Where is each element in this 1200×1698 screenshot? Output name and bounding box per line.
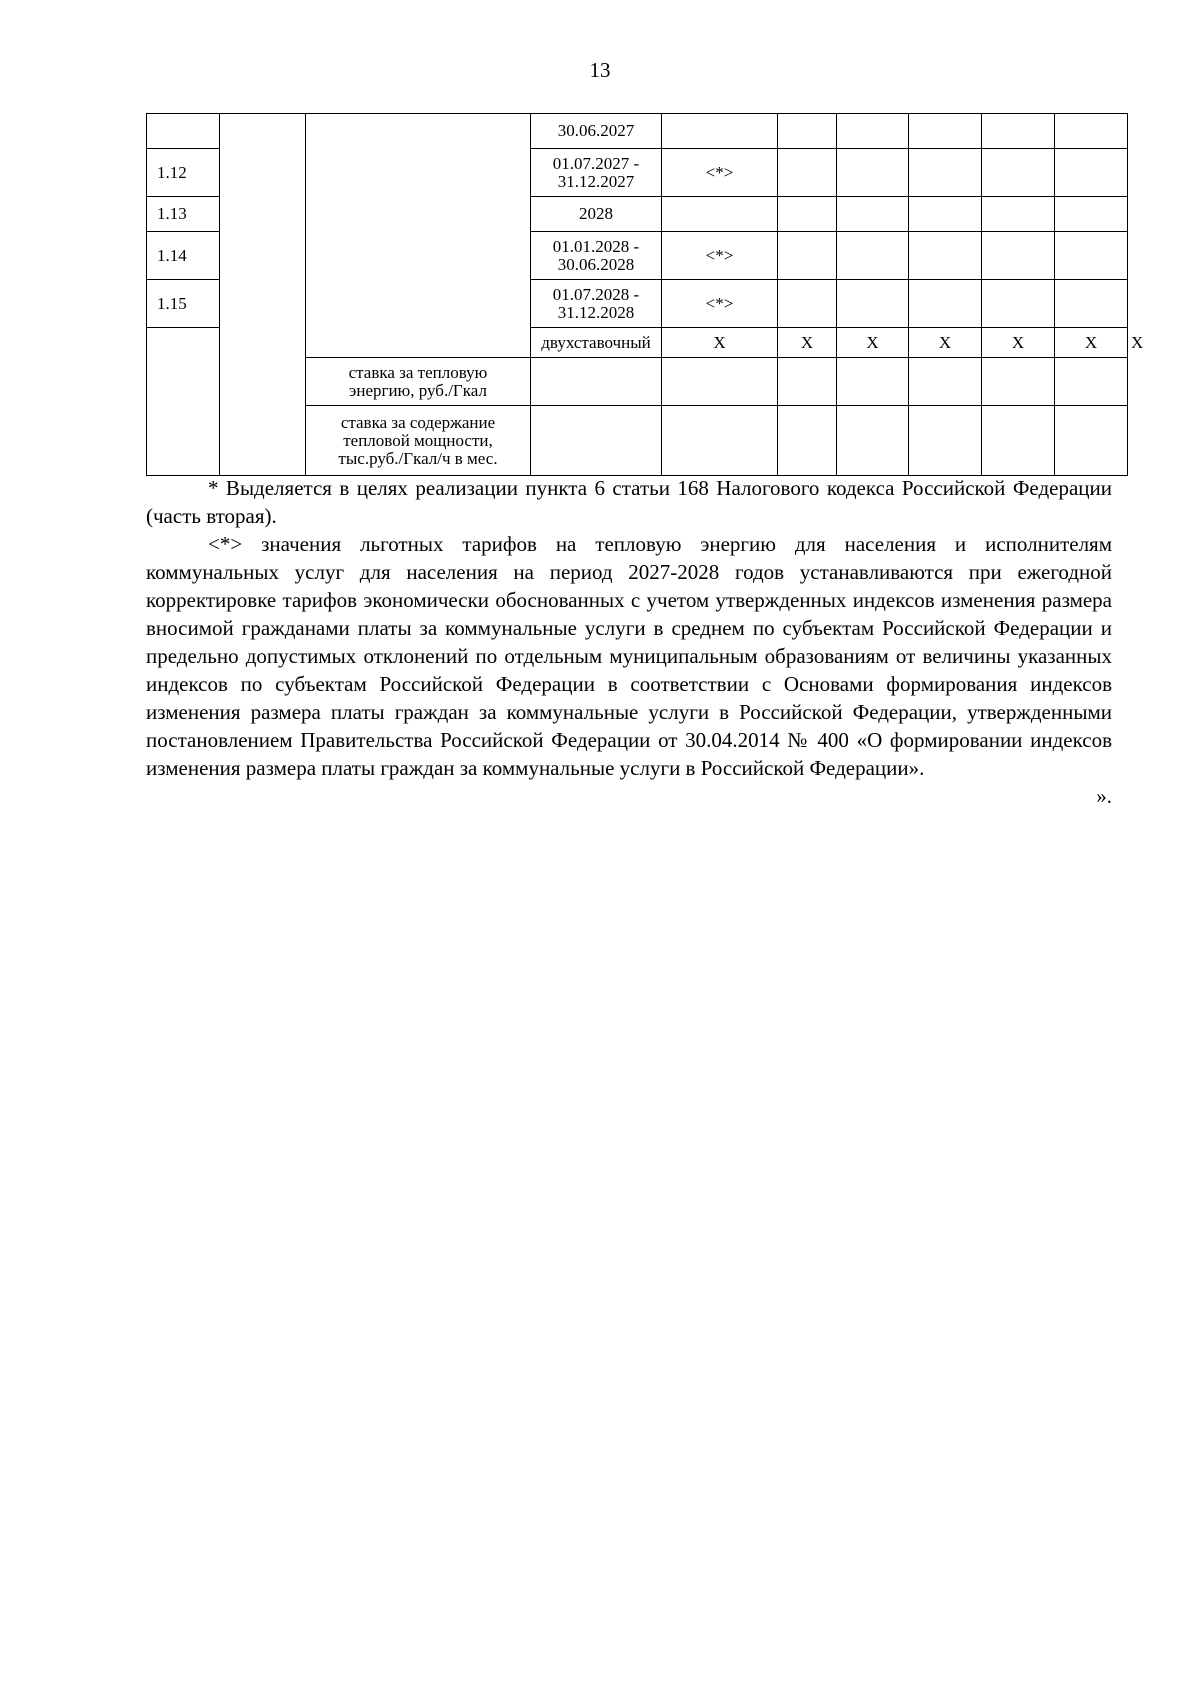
table-row: двухставочный Х Х Х Х Х Х Х <box>147 328 1128 358</box>
x-mark: Х <box>1055 328 1128 358</box>
value-cell: <*> <box>662 232 778 280</box>
row-number <box>147 114 220 149</box>
footnote-angle: <*> значения льготных тарифов на тепловую энергию для населения и исполнителям коммунальных услуг для населения на период 2027-2028 годов устанавливаются при ежегодной корректировке тарифов экономически обоснованных с учетом утвержденных индексов изменения размера вносимой гражданами платы за коммунальные услуги в среднем по субъектам Российской Федерации и предельно допустимых отклонений по отдельным муниципальным образованиям от величины указанных индексов по субъектам Российской Федерации в соответствии с Основами формирования индексов изменения размера платы граждан за коммунальные услуги в Российской Федерации, утвержденными постановлением Правительства Российской Федерации от 30.04.2014 № 400 «О формировании индексов изменения размера платы граждан за коммунальные услуги в Российской Федерации». <box>146 532 1112 780</box>
row-number: 1.12 <box>147 149 220 197</box>
merged-cell <box>306 114 531 358</box>
period-cell: 2028 <box>531 197 662 232</box>
merged-cell <box>147 328 220 476</box>
closing-quote: ». <box>1096 784 1112 808</box>
value-cell <box>662 197 778 232</box>
period-cell: 01.01.2028 - 30.06.2028 <box>531 232 662 280</box>
table-row <box>147 114 1128 149</box>
tariff-type-label: двухставочный <box>531 328 662 358</box>
period-cell: 01.07.2028 - 31.12.2028 <box>531 280 662 328</box>
rate-label: ставка за тепловую энергию, руб./Гкал <box>306 358 531 406</box>
period-cell: 01.07.2027 - 31.12.2027 <box>531 149 662 197</box>
x-mark: Х <box>982 328 1055 358</box>
x-mark: Х <box>909 328 982 358</box>
value-cell: <*> <box>662 280 778 328</box>
page-number: 13 <box>589 58 611 82</box>
footnotes <box>146 474 1112 810</box>
row-number: 1.13 <box>147 197 220 232</box>
tariff-table <box>146 113 1144 476</box>
value-cell <box>662 114 778 149</box>
rate-label: ставка за содержание тепловой мощности, тыс.руб./Гкал/ч в мес. <box>306 406 531 476</box>
merged-cell <box>220 114 306 476</box>
x-mark: Х <box>778 328 837 358</box>
row-number: 1.15 <box>147 280 220 328</box>
x-mark: Х <box>837 328 909 358</box>
value-cell: <*> <box>662 149 778 197</box>
period-cell: 30.06.2027 <box>531 114 662 149</box>
row-number: 1.14 <box>147 232 220 280</box>
x-mark: Х <box>662 328 778 358</box>
footnote-star: * Выделяется в целях реализации пункта 6 статьи 168 Налогового кодекса Российской Федерации (часть вторая). <box>146 476 1112 528</box>
